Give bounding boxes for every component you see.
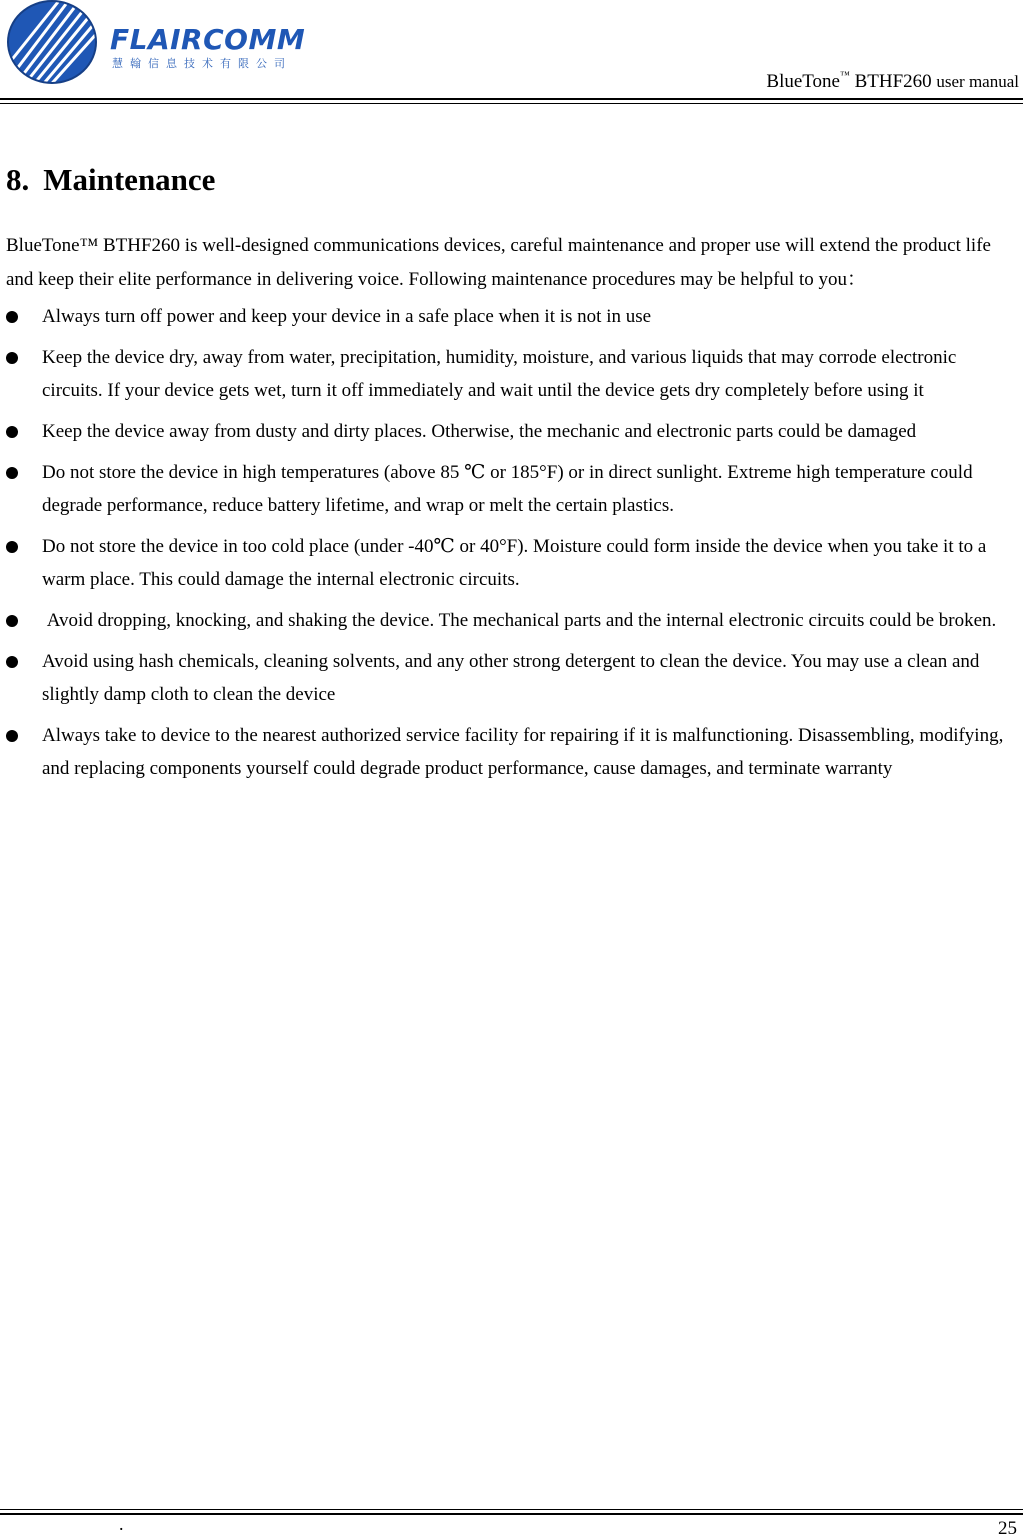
list-item-text: Avoid using hash chemicals, cleaning solvents, and any other strong detergent to clean the device. You may use a clean and slightly damp cloth to clean the device — [42, 651, 980, 705]
list-item — [6, 341, 1021, 407]
bullet-icon — [6, 426, 18, 438]
header-rule-thick — [0, 98, 1023, 100]
list-item-text: Do not store the device in high temperatures (above 85 ℃ or 185°F) or in direct sunlight. Extreme high temperature could degrade performance, reduce battery lifetime, and wrap or melt the certain plastics. — [42, 462, 973, 516]
trademark-symbol: ™ — [840, 70, 850, 81]
globe-logo-icon — [6, 0, 102, 86]
list-item — [6, 415, 1021, 448]
list-item-text: Do not store the device in too cold place (under -40℃ or 40°F). Moisture could form inside the device when you take it to a warm place. This could damage the internal electronic circuits. — [42, 536, 987, 590]
list-item-text: Avoid dropping, knocking, and shaking the device. The mechanical parts and the internal electronic circuits could be broken. — [42, 610, 997, 631]
doc-model: BTHF260 — [854, 71, 932, 92]
list-item — [6, 604, 1021, 637]
list-item — [6, 645, 1021, 711]
footer-mark: . — [119, 1514, 124, 1534]
list-item-text: Always take to device to the nearest authorized service facility for repairing if it is malfunctioning. Disassembling, modifying, and replacing components yourself could degrade product performance, cause damages, and terminate warranty — [42, 725, 1004, 779]
section-heading — [6, 156, 1021, 204]
page-header — [0, 0, 1023, 106]
header-rule-thin — [0, 103, 1023, 104]
list-item — [6, 456, 1021, 522]
intro-paragraph: BlueTone™ BTHF260 is well-designed communications devices, careful maintenance and proper use will extend the product life and keep their elite performance in delivering voice. Following maintenance procedures may be helpful to you： — [6, 235, 991, 290]
footer-rule-thick — [0, 1513, 1023, 1515]
bullet-icon — [6, 541, 18, 553]
bullet-icon — [6, 467, 18, 479]
list-item — [6, 530, 1021, 596]
page-number: 25 — [998, 1518, 1017, 1539]
list-item — [6, 300, 1021, 333]
bullet-icon — [6, 615, 18, 627]
logo-chinese-subtitle: 慧翰信息技术有限公司 — [112, 57, 292, 70]
section-number: 8. — [6, 162, 30, 197]
list-item-text: Always turn off power and keep your device in a safe place when it is not in use — [42, 306, 652, 327]
maintenance-list — [6, 300, 1021, 785]
section-title: Maintenance — [43, 162, 216, 197]
page-content — [6, 156, 1021, 793]
list-item-text: Keep the device away from dusty and dirty places. Otherwise, the mechanic and electronic parts could be damaged — [42, 421, 917, 442]
doc-suffix: user manual — [936, 72, 1019, 91]
doc-brand: BlueTone — [766, 71, 840, 92]
list-item — [6, 719, 1021, 785]
footer-rule-thin — [0, 1509, 1023, 1510]
flaircomm-logo — [6, 0, 326, 86]
logo-wordmark: FLAIRCOMM — [110, 23, 306, 56]
bullet-icon — [6, 311, 18, 323]
bullet-icon — [6, 656, 18, 668]
bullet-icon — [6, 352, 18, 364]
list-item-text: Keep the device dry, away from water, precipitation, humidity, moisture, and various liquids that may corrode electronic circuits. If your device gets wet, turn it off immediately and wait until the device gets dry completely before using it — [42, 347, 957, 401]
document-title — [766, 70, 1019, 93]
bullet-icon — [6, 730, 18, 742]
